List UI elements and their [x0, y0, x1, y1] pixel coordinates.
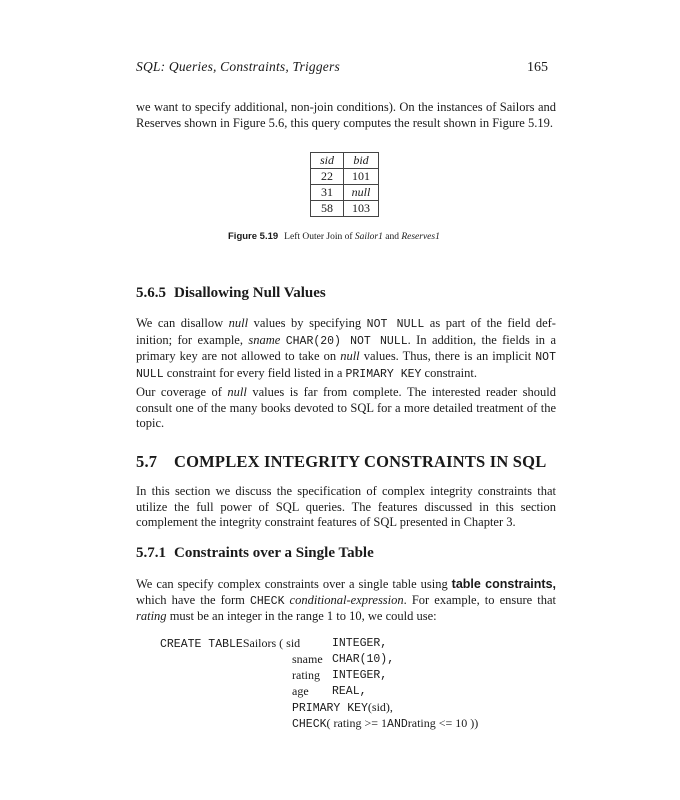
- code-text: (sid),: [367, 700, 393, 714]
- code-keyword: AND: [387, 718, 408, 731]
- code-keyword: CREATE TABLE: [160, 638, 243, 651]
- text: must be an integer in the range 1 to 10, we could use:: [166, 609, 437, 623]
- text: . In addition, the fields in a: [407, 332, 556, 347]
- page-number: 165: [527, 60, 548, 75]
- term: rating: [136, 609, 167, 623]
- table-cell: 22: [311, 169, 344, 185]
- left-outer-join-result-table: [310, 152, 379, 217]
- text: In this section we discuss the specification of complex integrity constraints that: [136, 484, 556, 498]
- table-header-row: [311, 153, 379, 169]
- code-term: CHAR(20) NOT NULL: [285, 334, 408, 348]
- code-type: INTEGER,: [332, 637, 388, 650]
- text: as part of the field def-: [424, 316, 556, 330]
- figure-caption: [228, 231, 440, 242]
- table-row: [311, 201, 379, 217]
- null-values-paragraph-2: [136, 385, 556, 432]
- section-heading-5-6-5: [136, 285, 326, 302]
- section-title: Disallowing Null Values: [174, 285, 326, 301]
- text: constraint for every field listed in a: [163, 365, 346, 380]
- running-title: SQL: Queries, Constraints, Triggers: [136, 59, 340, 74]
- section-title: COMPLEX INTEGRITY CONSTRAINTS IN SQL: [174, 452, 547, 471]
- table-header-sid: sid: [311, 153, 344, 169]
- table-cell: 101: [344, 169, 379, 185]
- complex-constraints-paragraph: [136, 484, 556, 531]
- code-type: CHAR(10),: [332, 653, 395, 666]
- code-line-2: sname: [292, 652, 323, 666]
- code-line-5: [292, 700, 393, 716]
- table-header-bid: bid: [344, 153, 379, 169]
- code-line-6: [292, 716, 478, 732]
- code-term: NOT NULL: [366, 318, 425, 331]
- term: sname: [248, 332, 281, 347]
- table-row: [311, 185, 379, 201]
- table-row: [311, 169, 379, 185]
- code-line-3: rating: [292, 668, 320, 682]
- bold-term: table constraints,: [451, 577, 556, 591]
- intro-line-3: Figure 5.19.: [492, 115, 553, 130]
- section-heading-5-7: [136, 452, 546, 472]
- code-keyword: PRIMARY KEY: [292, 702, 368, 715]
- text: We can specify complex constraints over a single table using: [136, 577, 452, 591]
- code-term: PRIMARY KEY: [345, 367, 422, 381]
- text: constraint.: [421, 365, 477, 380]
- code-type: INTEGER,: [332, 669, 388, 682]
- code-type: REAL,: [332, 685, 367, 698]
- text: primary key are not allowed to take on: [136, 349, 341, 363]
- text: which have the form: [136, 592, 250, 607]
- text: consult one of the many books devoted to SQL for a more detailed treatment: [136, 400, 524, 415]
- intro-paragraph: [136, 100, 556, 131]
- text: utilize the full power of SQL queries. The features discussed in this section: [136, 499, 556, 514]
- section-number: 5.6.5: [136, 285, 166, 301]
- intro-line-1: we want to specify additional, non-join conditions). On the instances of Sailors: [136, 100, 535, 114]
- code-text: Sailors ( sid: [242, 636, 301, 650]
- table-cell: 31: [311, 185, 344, 201]
- code-text: rating <= 10 )): [407, 716, 479, 730]
- text: Our coverage of: [136, 385, 228, 399]
- text: complement the integrity constraint features of SQL presented in Chapter 3.: [136, 515, 516, 529]
- text: values by specifying: [248, 316, 367, 330]
- section-title: Constraints over a Single Table: [174, 545, 374, 561]
- table-cell: null: [344, 185, 379, 201]
- code-line-4: age: [292, 684, 309, 698]
- code-text: ( rating >= 1: [326, 716, 388, 730]
- text: . For example, to ensure that: [403, 592, 557, 607]
- caption-text: Left Outer Join of: [284, 232, 355, 242]
- term: null: [340, 349, 360, 363]
- term: null: [228, 316, 249, 330]
- text: values is far from complete. The interested reader should: [246, 385, 556, 399]
- caption-relation: Reserves1: [401, 232, 440, 242]
- section-number: 5.7.1: [136, 545, 166, 561]
- term: null: [227, 385, 247, 399]
- code-keyword: CHECK: [292, 718, 327, 731]
- text: We can disallow: [136, 316, 229, 330]
- code-line-1: [160, 636, 300, 652]
- code-term: NOT NULL: [136, 351, 556, 381]
- figure-label: Figure 5.19: [228, 231, 279, 242]
- intro-line-2: and Reserves shown in Figure 5.6, this query computes the result shown in: [136, 100, 557, 130]
- code-term: CHECK: [249, 594, 285, 608]
- null-values-paragraph-1: [136, 316, 556, 382]
- caption-relation: Sailor1: [354, 232, 383, 242]
- caption-text: and: [382, 232, 402, 242]
- table-cell: 58: [311, 201, 344, 217]
- text: values. Thus, there is an implicit: [359, 349, 532, 363]
- single-table-paragraph: [136, 577, 556, 625]
- table-cell: 103: [344, 201, 379, 217]
- text: inition; for example,: [136, 332, 249, 347]
- section-heading-5-7-1: [136, 545, 374, 562]
- section-number: 5.7: [136, 452, 158, 471]
- text: of the topic.: [136, 400, 557, 430]
- term: conditional-expression: [284, 592, 404, 607]
